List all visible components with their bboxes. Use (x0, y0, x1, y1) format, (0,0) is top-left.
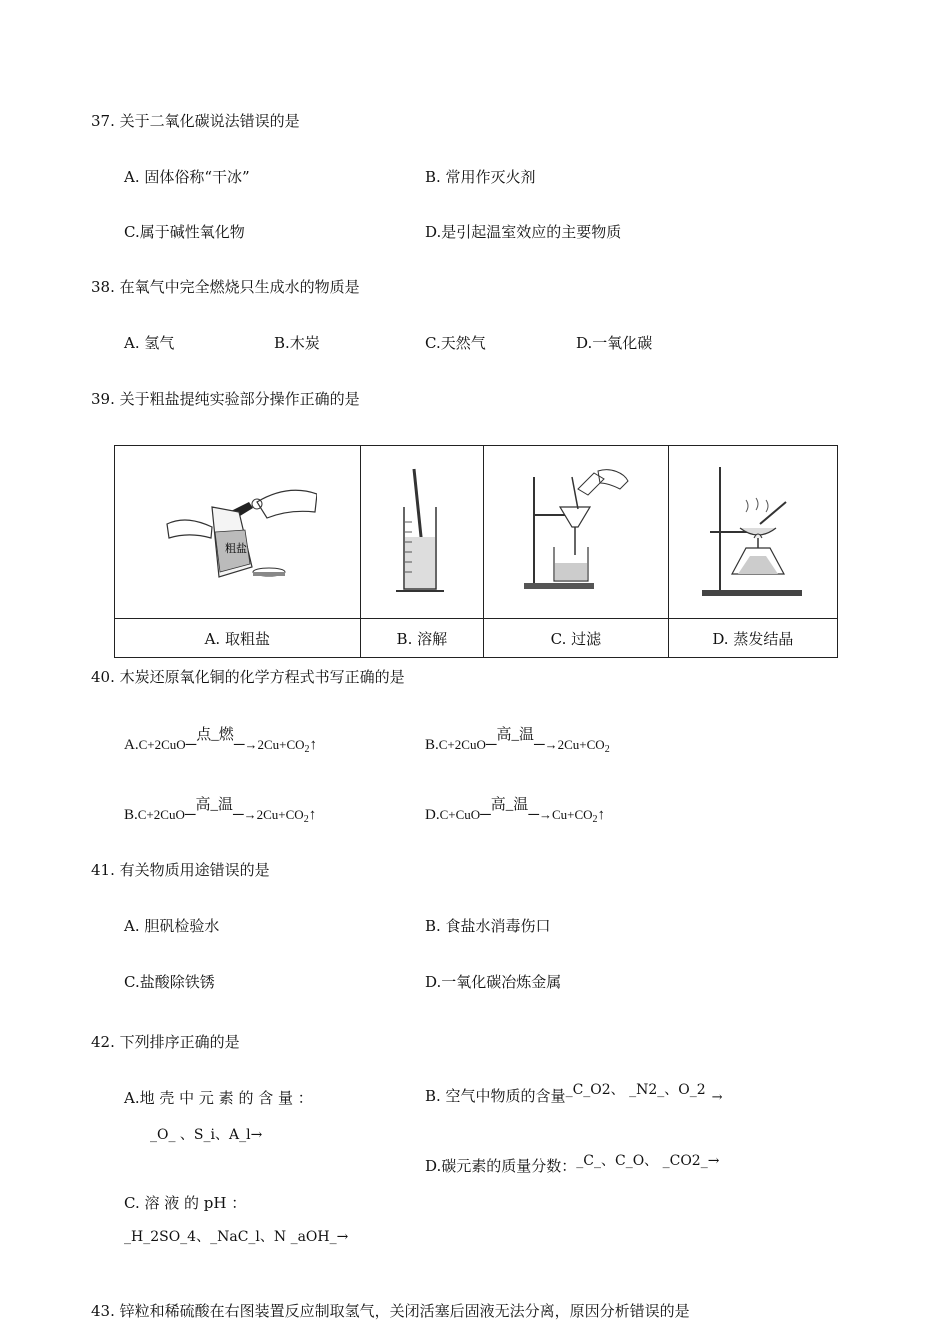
q39-caption-d: D. 蒸发结晶 (668, 619, 837, 658)
lhs: C+2CuO (438, 737, 486, 752)
lhs: C+2CuO (138, 737, 186, 752)
condition: 高_温 (490, 797, 529, 813)
lhs: C+2CuO (137, 807, 185, 822)
q39-image-table (114, 445, 838, 658)
q41-stem: 41. 有关物质用途错误的是 (91, 861, 270, 879)
q39-caption-b: B. 溶解 (360, 619, 484, 658)
q42-option-c-line1: C. 溶 液 的 pH ： (124, 1194, 247, 1212)
subscript: 2 (604, 744, 610, 755)
q41-option-b: B. 食盐水消毒伤口 (425, 917, 551, 935)
q37-option-d: D.是引起温室效应的主要物质 (425, 223, 622, 241)
lhs: C+CuO (439, 807, 481, 822)
subscript: 2 (303, 814, 309, 825)
option-label: B. (425, 737, 439, 753)
condition: 高_温 (496, 727, 534, 743)
q37-option-a: A. 固体俗称“干冰” (124, 168, 250, 186)
option-label: D. (425, 807, 440, 823)
q43-stem: 43. 锌粒和稀硫酸在右图装置反应制取氢气，关闭活塞后固液无法分离，原因分析错误的是 (91, 1302, 690, 1320)
option-b-items: _C_O2、 _N2_、O_2 (565, 1082, 706, 1098)
q38-stem: 38. 在氧气中完全燃烧只生成水的物质是 (91, 278, 360, 296)
q40-option-c: B.C+2CuO─高_温$─\to 2Cu+CO_2↑$ (124, 797, 317, 825)
q38-option-d: D.一氧化碳 (576, 334, 653, 352)
gas-arrow: ↑ (308, 807, 317, 823)
q42-option-a-line1: A.地 壳 中 元 素 的 含 量 ： (124, 1089, 313, 1107)
option-d-items: _C_、C_O、 _CO2_→ (576, 1153, 720, 1169)
subscript: 2 (592, 814, 598, 825)
rhs: →Cu+CO (538, 807, 593, 822)
option-b-text: B. 空气中物质的含量 (425, 1087, 566, 1105)
q40-option-b: B.C+2CuO─高_温$─\to 2Cu+CO_2$ (425, 727, 610, 755)
condition: 点_燃 (196, 727, 234, 743)
take-salt-illustration (157, 472, 317, 592)
q39-image-c (484, 446, 669, 619)
condition: 高_温 (195, 797, 233, 813)
option-label: A. (124, 737, 139, 753)
subscript: 2 (304, 744, 310, 755)
option-d-text: D.碳元素的质量分数： (425, 1157, 577, 1175)
gas-arrow: ↑ (597, 807, 606, 823)
evaporate-illustration (698, 462, 808, 602)
q40-option-a: A.C+2CuO─点_燃$─\to 2Cu+CO_2↑$ (124, 727, 318, 755)
q39-image-b (360, 446, 484, 619)
rhs: →2Cu+CO (243, 807, 304, 822)
q40-stem: 40. 木炭还原氧化铜的化学方程式书写正确的是 (91, 668, 405, 686)
q41-option-d: D.一氧化碳冶炼金属 (425, 973, 562, 991)
filter-illustration (516, 467, 636, 597)
q39-caption-c: C. 过滤 (484, 619, 669, 658)
q39-image-a (115, 446, 361, 619)
q37-stem: 37. 关于二氧化碳说法错误的是 (91, 112, 300, 130)
q42-option-a-line2: _O_ 、S_i、A_l→ (150, 1127, 263, 1143)
rhs: →2Cu+CO (244, 737, 305, 752)
gas-arrow: ↑ (309, 737, 318, 753)
q41-option-a: A. 胆矾检验水 (124, 917, 220, 935)
q38-option-c: C.天然气 (425, 334, 486, 352)
option-label: B. (124, 807, 138, 823)
q39-stem: 39. 关于粗盐提纯实验部分操作正确的是 (91, 390, 360, 408)
q42-option-b (425, 1082, 723, 1106)
dissolve-illustration (382, 467, 462, 597)
q42-option-c-line2: _H_2SO_4、_NaC_l、N _aOH_→ (124, 1229, 349, 1245)
q42-stem: 42. 下列排序正确的是 (91, 1033, 240, 1051)
bottle-label: 粗盐 (225, 542, 248, 555)
q39-image-d (668, 446, 837, 619)
q41-option-c: C.盐酸除铁锈 (124, 973, 215, 991)
q38-option-a: A. 氢气 (124, 334, 175, 352)
order-arrow: → (711, 1090, 723, 1105)
q38-option-b: B.木炭 (274, 334, 320, 352)
q40-option-d: D.C+CuO─高_温$─\to Cu+CO_2↑$ (425, 797, 606, 825)
q37-option-b: B. 常用作灭火剂 (425, 168, 536, 186)
q42-option-d (425, 1155, 719, 1176)
q39-caption-a: A. 取粗盐 (115, 619, 361, 658)
rhs: →2Cu+CO (544, 737, 605, 752)
q37-option-c: C.属于碱性氧化物 (124, 223, 245, 241)
